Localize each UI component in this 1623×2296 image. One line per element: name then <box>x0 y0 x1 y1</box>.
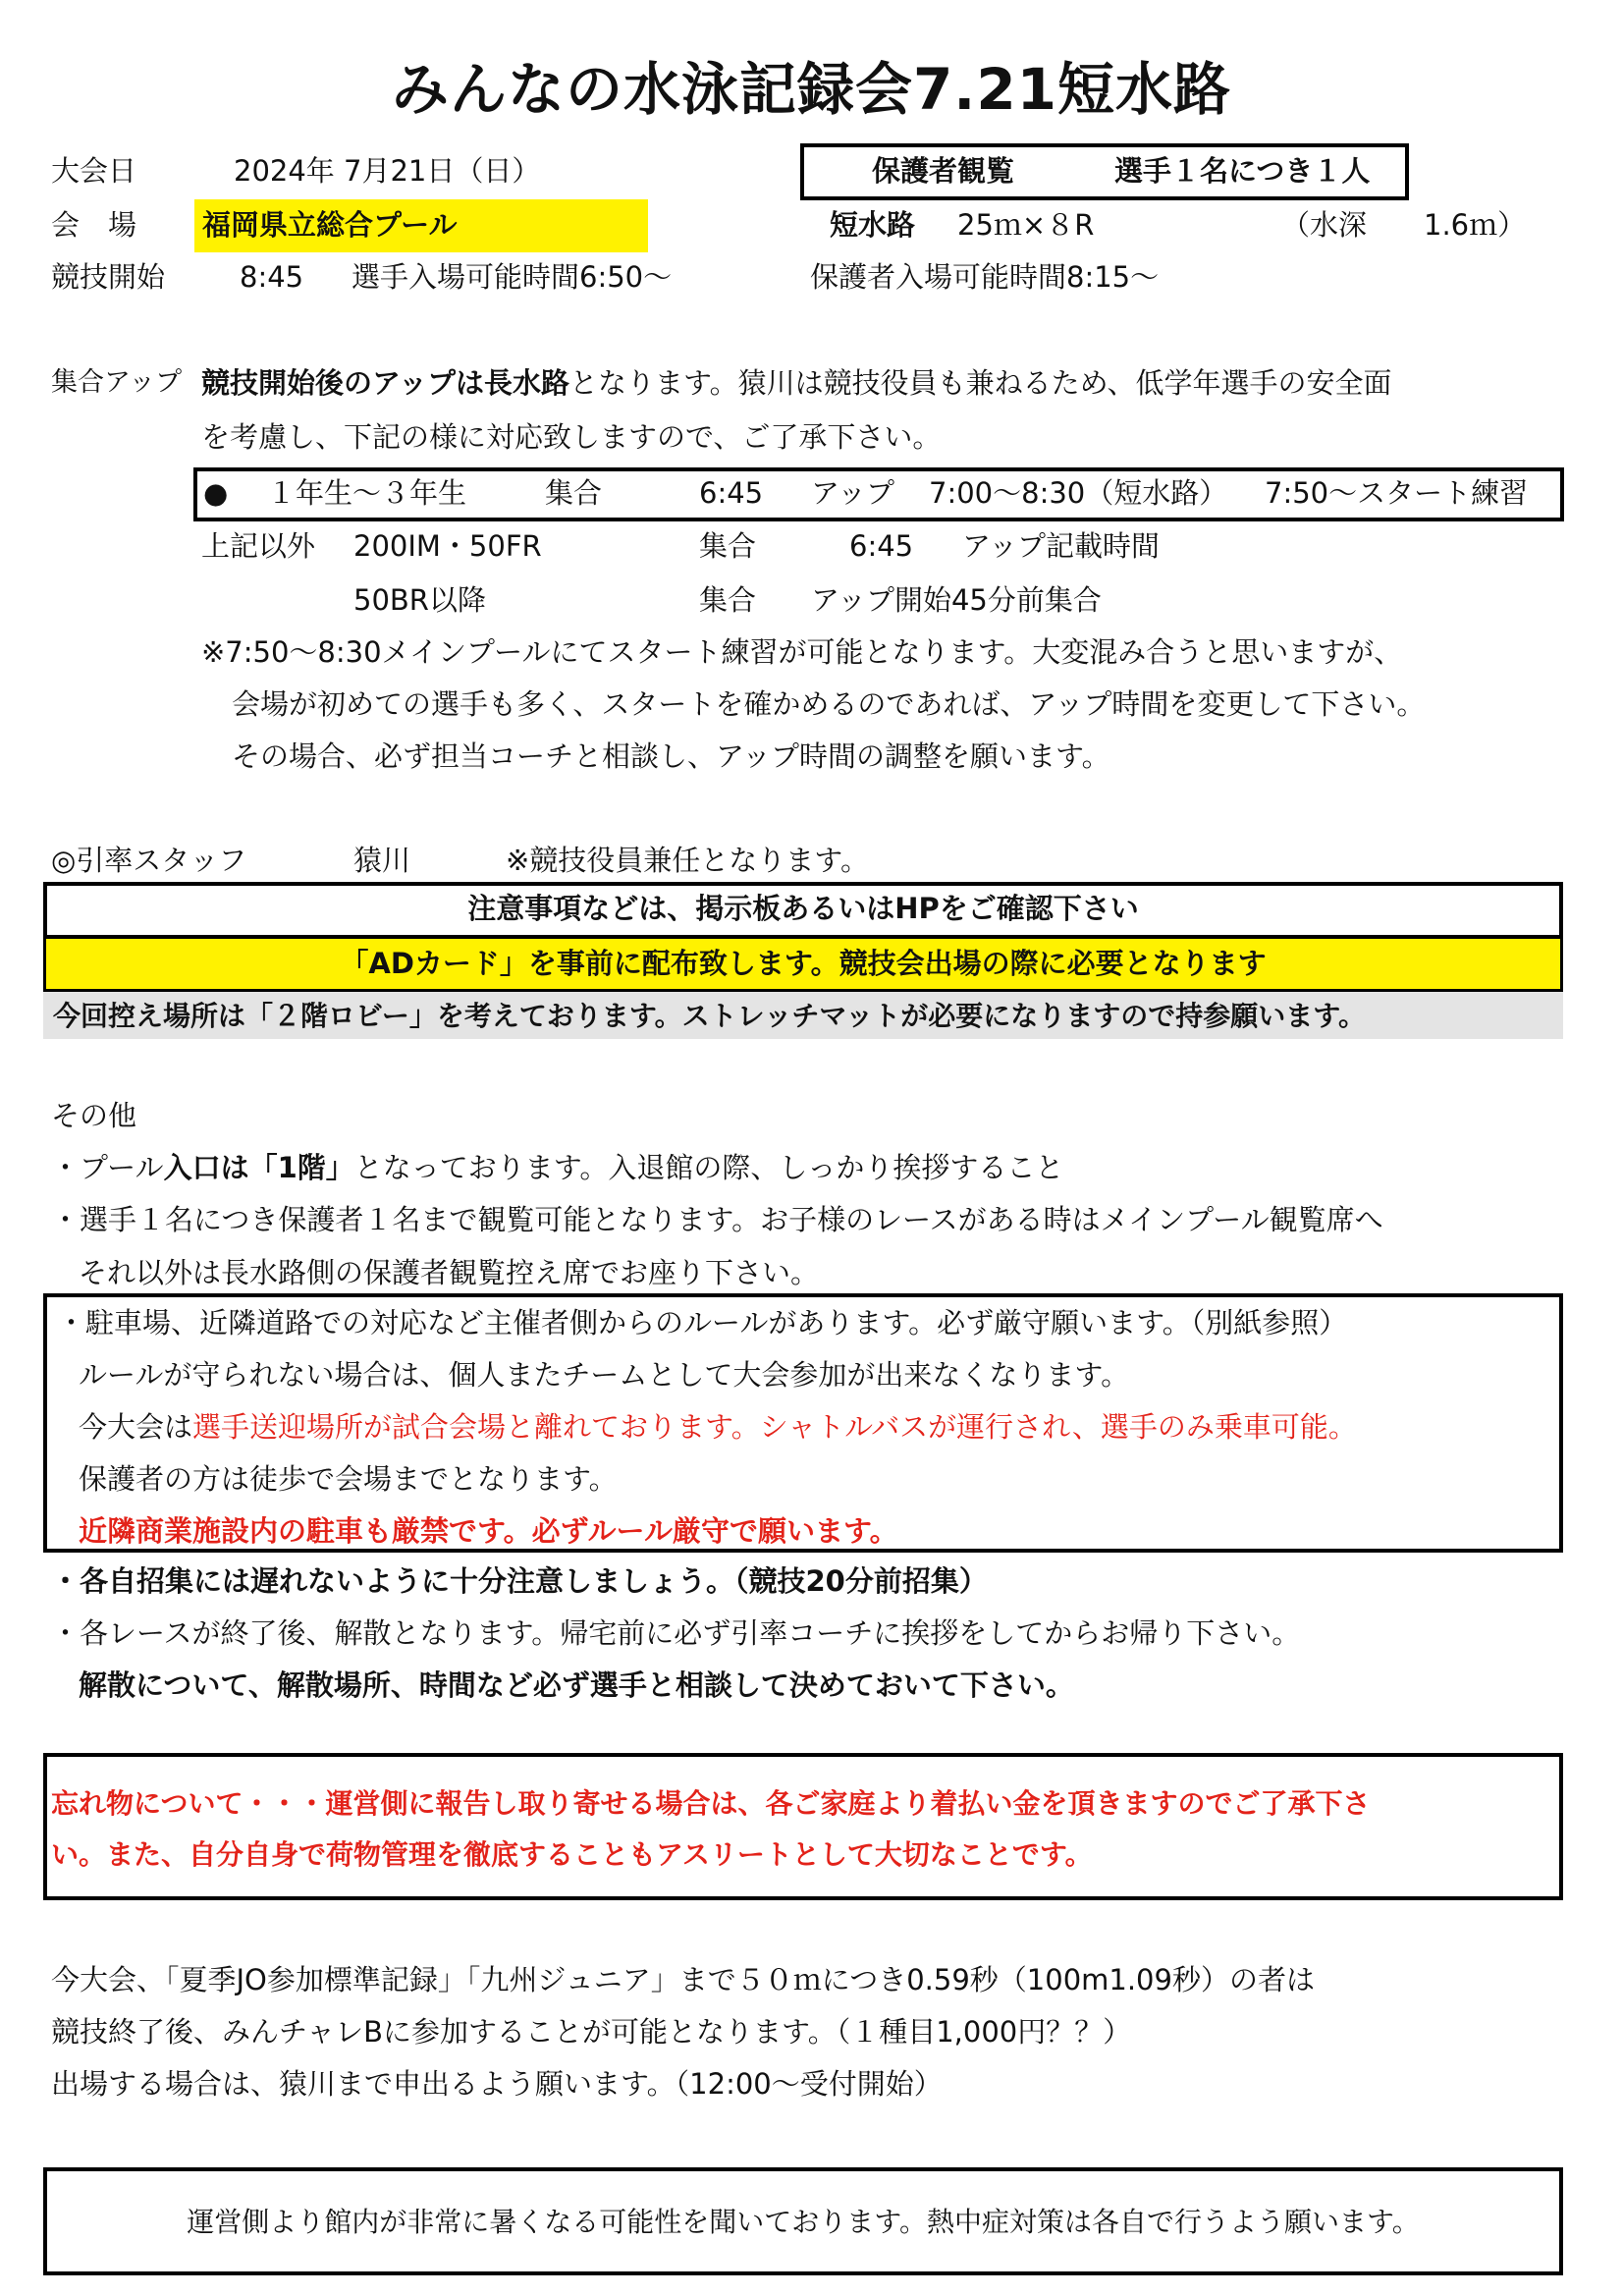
guardian-viewing-value: 選手１名につき１人 <box>1114 154 1371 188</box>
other-viewing-line2: それ以外は長水路側の保護者観覧控え席でお座り下さい。 <box>79 1256 820 1289</box>
grade-start-practice: 7:50〜スタート練習 <box>1265 476 1529 510</box>
other-heading: その他 <box>51 1099 137 1132</box>
date-value: 2024年 7月21日（日） <box>234 154 541 188</box>
notice-waiting-area: 今回控え場所は「２階ロビー」を考えております。ストレッチマットが必要になりますので持参願います。 <box>53 1000 1367 1032</box>
parking-line5: 近隣商業施設内の駐車も厳禁です。必ずルール厳守で願います。 <box>79 1514 898 1548</box>
athlete-entry-time: 選手入場可能時間6:50〜 <box>352 260 673 294</box>
staff-label: ◎引率スタッフ <box>51 844 247 877</box>
notice-divider <box>43 935 1563 939</box>
venue-label: 会 場 <box>51 208 137 242</box>
parking-line3-pre: 今大会は <box>79 1410 193 1444</box>
grade-bullet: ● <box>203 476 229 510</box>
other-row1-gather: 集合 <box>699 529 757 563</box>
other-entrance-bold: 入口は「1階」 <box>163 1151 354 1184</box>
challenge-line1: 今大会、「夏季JO参加標準記録」「九州ジュニア」まで５０ｍにつき0.59秒（100m1.09秒）の者は <box>51 1963 1315 1996</box>
other-entrance-post: となっております。入退館の際、しっかり挨拶すること <box>353 1151 1064 1184</box>
staff-note: ※競技役員兼任となります。 <box>506 844 869 877</box>
guardian-viewing-label: 保護者観覧 <box>872 154 1015 188</box>
staff-name: 猿川 <box>353 844 411 877</box>
other-entrance <box>51 1151 1064 1184</box>
other-row2-gather: 集合 <box>699 583 757 617</box>
parking-line2: ルールが守られない場合は、個人またチームとして大会参加が出来なくなります。 <box>79 1358 1130 1392</box>
challenge-line2: 競技終了後、みんチャレBに参加することが可能となります。（１種目1,000円？？） <box>51 2015 1132 2049</box>
other-row1-events: 200IM・50FR <box>353 529 542 563</box>
grade-range: １年生〜３年生 <box>267 476 467 510</box>
parking-line1: ・駐車場、近隣道路での対応など主催者側からのルールがあります。必ず厳守願います。（別紙参照） <box>57 1306 1348 1339</box>
heat-notice-text: 運営側より館内が非常に暑くなる可能性を聞いております。熱中症対策は各自で行うよう願います。 <box>187 2206 1420 2238</box>
parking-line3 <box>79 1410 1357 1444</box>
warmup-line1 <box>201 366 1392 400</box>
call-line: ・各自招集には遅れないように十分注意しましょう。（競技20分前招集） <box>51 1564 988 1598</box>
course-label: 短水路 <box>830 208 916 242</box>
other-row2-events: 50BR以降 <box>353 583 486 617</box>
warmup-note2: 会場が初めての選手も多く、スタートを確かめるのであれば、アップ時間を変更して下さい。 <box>232 687 1426 721</box>
lost-items-box <box>43 1753 1563 1900</box>
other-row2-note: アップ開始45分前集合 <box>811 583 1102 617</box>
other-row1-note: アップ記載時間 <box>962 529 1160 563</box>
notice-line1: 注意事項などは、掲示板あるいはHPをご確認下さい <box>467 892 1139 925</box>
page-title: みんなの水泳記録会7.21短水路 <box>391 56 1232 123</box>
warmup-label: 集合アップ <box>51 367 183 398</box>
other-row1-time: 6:45 <box>849 529 914 563</box>
other-grades-label: 上記以外 <box>201 529 316 563</box>
warmup-line1-bold: 競技開始後のアップは長水路 <box>201 366 569 400</box>
venue-value: 福岡県立総合プール <box>202 208 458 242</box>
notice-ad-card: 「ADカード」を事前に配布致します。競技会出場の際に必要となります <box>340 947 1267 980</box>
dismiss-line1: ・各レースが終了後、解散となります。帰宅前に必ず引率コーチに挨拶をしてからお帰り下さい。 <box>51 1616 1301 1650</box>
warmup-note1: ※7:50〜8:30メインプールにてスタート練習が可能となります。大変混み合うと思いますが、 <box>201 635 1403 669</box>
start-time: 8:45 <box>240 260 304 294</box>
parking-line4: 保護者の方は徒歩で会場までとなります。 <box>79 1462 618 1496</box>
grade-gather-time: 6:45 <box>699 476 764 510</box>
warmup-line1-rest: となります。猿川は競技役員も兼ねるため、低学年選手の安全面 <box>568 366 1392 400</box>
lost-items-line1: 忘れ物について・・・運営側に報告し取り寄せる場合は、各ご家庭より着払い金を頂きますのでご了承下さ <box>51 1787 1371 1820</box>
warmup-line2: を考慮し、下記の様に対応致しますので、ご了承下さい。 <box>201 420 942 454</box>
dismiss-line2: 解散について、解散場所、時間など必ず選手と相談して決めておいて下さい。 <box>79 1668 1074 1702</box>
pool-depth: （水深 1.6ｍ） <box>1281 208 1527 242</box>
course-value: 25ｍ×８R <box>957 208 1095 242</box>
grade-up-time: 7:00〜8:30（短水路） <box>929 476 1228 510</box>
grade-up-label: アップ <box>811 476 894 510</box>
parking-line3-red: 選手送迎場所が試合会場と離れております。シャトルバスが運行され、選手のみ乗車可能。 <box>192 1410 1357 1444</box>
warmup-note3: その場合、必ず担当コーチと相談し、アップ時間の調整を願います。 <box>232 739 1110 773</box>
other-entrance-pre: ・プール <box>51 1151 164 1184</box>
date-label: 大会日 <box>51 154 137 188</box>
start-label: 競技開始 <box>51 260 166 294</box>
guardian-entry-time: 保護者入場可能時間8:15〜 <box>810 260 1160 294</box>
challenge-line3: 出場する場合は、猿川まで申出るよう願います。（12:00〜受付開始） <box>51 2067 943 2101</box>
lost-items-line2: い。また、自分自身で荷物管理を徹底することもアスリートとして大切なことです。 <box>51 1838 1093 1871</box>
grade-gather-label: 集合 <box>545 476 603 510</box>
other-viewing-line1: ・選手１名につき保護者１名まで観覧可能となります。お子様のレースがある時はメインプール観覧席へ <box>51 1203 1383 1236</box>
